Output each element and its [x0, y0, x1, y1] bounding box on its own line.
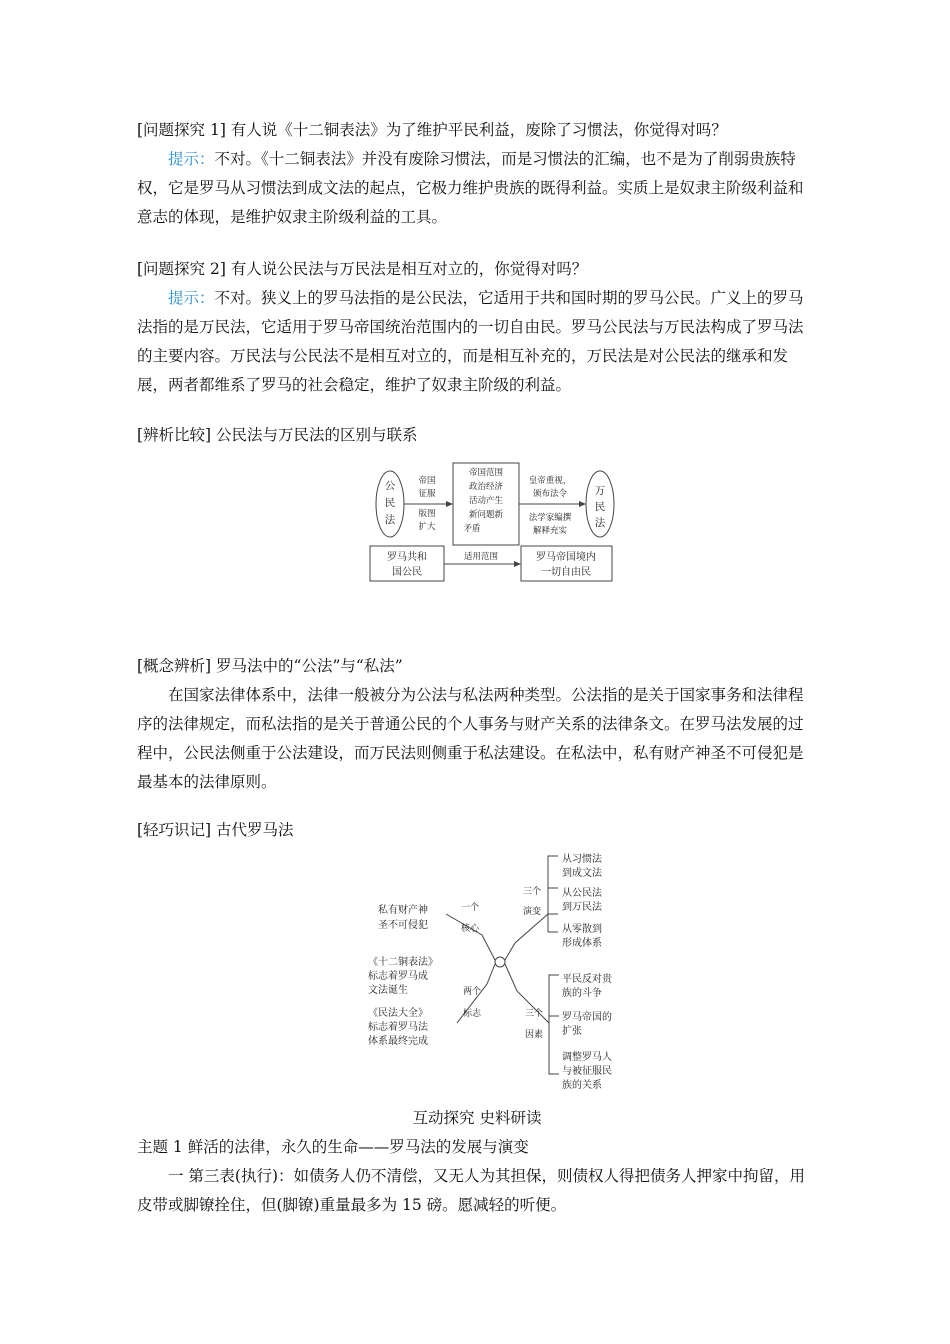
source-item-1: 一 第三表(执行)：如债务人仍不清偿，又无人为其担保，则债权人得把债务人押家中拘留，用皮带或脚镣拴住，但(脚镣)重量最多为 15 磅。愿减轻的听便。: [137, 1167, 806, 1214]
factor-label: 因素: [524, 1030, 544, 1040]
factor-item: 与被征服民: [562, 1066, 612, 1077]
memory-heading: [轻巧识记] 古代罗马法: [137, 821, 294, 839]
core-text: 圣不可侵犯: [378, 920, 428, 931]
core-text: 私有财产神: [378, 905, 428, 916]
concept-body: 在国家法律体系中，法律一般被分为公法与私法两种类型。公法指的是关于国家事务和法律程序的法律规定，而私法指的是关于普通公民的个人事务与财产关系的法律条文。在罗马法发展的过程中，公民法侧重于公法建设，而万民法则侧重于私法建设。在私法中，私有财产神圣不可侵犯是最基本的法律原则。: [137, 686, 804, 791]
evo-item: 到万民法: [562, 902, 602, 913]
bottom-left-line: 国公民: [392, 567, 422, 578]
right-oval-char: 民: [594, 501, 606, 513]
factor-label: 三个: [524, 1009, 544, 1019]
bottom-left-line: 罗马共和: [387, 552, 427, 563]
concept-heading: [概念辨析] 罗马法中的“公法”与“私法”: [137, 657, 403, 675]
left-oval-char: 法: [384, 514, 396, 526]
theme-heading: 主题 1 鲜活的法律，永久的生命——罗马法的发展与演变: [137, 1138, 529, 1156]
center-box-line: 矛盾: [463, 524, 481, 534]
bottom-right-line: 一切自由民: [541, 567, 591, 578]
center-box-line: 活动产生: [468, 496, 504, 506]
evo-label: 三个: [522, 887, 542, 897]
arrow1-label: 版图: [418, 509, 436, 519]
factor-item: 调整罗马人: [562, 1052, 612, 1063]
mark1-text: 文法诞生: [368, 985, 408, 996]
evo-item: 从零散到: [562, 924, 602, 935]
memory-mindmap: [360, 848, 660, 1098]
core-label: 一个: [460, 903, 480, 913]
mark1-text: 标志着罗马成: [368, 971, 428, 982]
evo-item: 从公民法: [562, 888, 602, 899]
evo-item: 到成文法: [562, 868, 602, 879]
mark2-text: 标志着罗马法: [368, 1022, 428, 1033]
factor-item: 族的斗争: [562, 988, 602, 999]
center-box-line: 帝国范围: [468, 468, 504, 478]
hint-label: 提示：: [168, 289, 215, 307]
arrow2-label: 颁布法令: [532, 489, 568, 499]
factor-item: 扩张: [562, 1026, 582, 1037]
left-oval-char: 公: [384, 480, 396, 492]
question-2: [问题探究 2] 有人说公民法与万民法是相互对立的，你觉得对吗？: [137, 260, 588, 278]
arrow2-label: 法学家编撰: [528, 513, 572, 523]
arrow1-label: 征服: [418, 489, 436, 499]
center-node: [495, 957, 505, 967]
bottom-right-line: 罗马帝国境内: [536, 552, 596, 563]
evo-item: 从习惯法: [562, 854, 602, 865]
marks-label: 两个: [462, 987, 482, 997]
center-box-line: 政治经济: [468, 482, 504, 492]
compare-diagram: [360, 456, 620, 588]
evo-item: 形成体系: [562, 938, 602, 949]
arrow1-label: 扩大: [418, 522, 436, 532]
right-oval-char: 法: [594, 517, 606, 529]
compare-heading: [辨析比较] 公民法与万民法的区别与联系: [137, 426, 418, 444]
arrow2-label: 皇帝重视，: [528, 476, 572, 486]
left-oval-char: 民: [384, 497, 396, 509]
marks-label: 标志: [462, 1009, 482, 1019]
answer-2: 提示：不对。狭义上的罗马法指的是公民法，它适用于共和国时期的罗马公民。广义上的罗马法指的是万民法，它适用于罗马帝国统治范围内的一切自由民。罗马公民法与万民法构成了罗马法的主要内容。万民法与公民法不是相互对立的，而是相互补充的，万民法是对公民法的继承和发展，两者都维系了罗马的社会稳定，维护了奴隶主阶级的利益。: [137, 289, 804, 394]
factor-item: 平民反对贵: [562, 974, 612, 985]
question-1: [问题探究 1] 有人说《十二铜表法》为了维护平民利益，废除了习惯法，你觉得对吗？: [137, 121, 727, 139]
mark2-text: 体系最终完成: [368, 1036, 428, 1047]
hint-label: 提示：: [168, 150, 215, 168]
answer-1: 提示：不对。《十二铜表法》并没有废除习惯法，而是习惯法的汇编，也不是为了削弱贵族特权，它是罗马从习惯法到成文法的起点，它极力维护贵族的既得利益。实质上是奴隶主阶级利益和意志的体现，是维护奴隶主阶级利益的工具。: [137, 150, 804, 226]
section-title: 互动探究 史料研读: [412, 1109, 542, 1127]
center-box-line: 新问题新: [468, 510, 504, 520]
factor-item: 罗马帝国的: [562, 1012, 612, 1023]
arrow2-label: 解释充实: [532, 526, 568, 536]
bottom-mid-label: 适用范围: [463, 552, 499, 562]
core-label: 核心: [460, 924, 480, 934]
right-oval-char: 万: [594, 485, 606, 497]
evo-label: 演变: [522, 907, 542, 917]
mark2-text: 《民法大全》: [368, 1008, 428, 1019]
mark1-text: 《十二铜表法》: [368, 957, 438, 968]
factor-item: 族的关系: [562, 1080, 602, 1091]
arrow1-label: 帝国: [418, 476, 436, 486]
